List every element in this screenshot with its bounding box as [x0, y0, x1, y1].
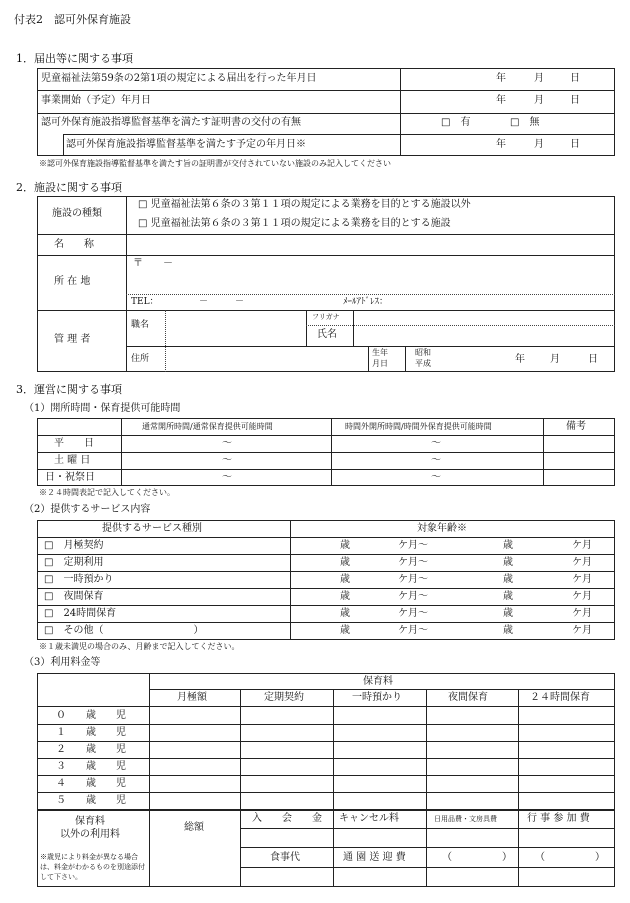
form-text: ケ月～ [398, 591, 428, 602]
hours-col-regular: 通常開所時間/通常保育提供可能時間 [142, 422, 273, 431]
form-text: ケ月 [572, 608, 592, 619]
form-text: ～ [222, 455, 232, 466]
s1-row2-label: 事業開始（予定）年月日 [41, 95, 151, 106]
form-text: 月 [534, 73, 544, 84]
facility-name-label: 名 称 [54, 239, 94, 250]
form-text: 歳 [503, 574, 513, 585]
section2-heading: 2．施設に関する事項 [16, 181, 122, 194]
form-text: ケ月 [572, 540, 592, 551]
hours-note: ※２４時間表記で記入してください。 [39, 488, 175, 497]
service-type-header: 提供するサービス種別 [102, 523, 202, 534]
services-note: ※１歳未満児の場合のみ、月齢まで記入してください。 [39, 642, 240, 651]
form-text: 歳 [340, 608, 350, 619]
form-text: 日・祝祭日 [45, 472, 95, 483]
form-text: ケ月～ [398, 574, 428, 585]
form-text: ４ 歳 児 [56, 778, 126, 789]
form-text: 土 曜 日 [54, 455, 91, 466]
form-text: 歳 [340, 574, 350, 585]
form-text: ～ [431, 455, 441, 466]
form-text: 歳 [503, 540, 513, 551]
form-text: 歳 [340, 557, 350, 568]
form-text: 年 [515, 354, 525, 365]
form-text: ２４時間保育 [530, 692, 590, 703]
email-field[interactable]: ﾒｰﾙｱﾄﾞﾚｽ： [343, 297, 389, 307]
form-text: 昭和 [415, 348, 431, 357]
form-text: ケ月～ [398, 608, 428, 619]
form-text: ケ月 [572, 557, 592, 568]
form-text: ２ 歳 児 [56, 744, 126, 755]
manager-label: 管 理 者 [54, 334, 91, 345]
form-text: ３ 歳 児 [56, 761, 126, 772]
s1-row3-label: 認可外保育施設指導監督基準を満たす証明書の交付の有無 [41, 117, 301, 128]
form-text: 生年 [372, 348, 388, 357]
form-text: 通 園 送 迎 費 [343, 852, 406, 863]
other-fees-label-1: 保育料 [75, 816, 105, 827]
total-label: 総額 [184, 822, 204, 833]
form-text: 年 [496, 139, 506, 150]
form-text: 歳 [340, 540, 350, 551]
form-text: （ ） [442, 852, 512, 863]
form-text: 年 [496, 95, 506, 106]
section1-heading: 1．届出等に関する事項 [16, 52, 133, 65]
form-text: 定期契約 [264, 692, 304, 703]
service-monthly-checkbox[interactable]: □ 月極契約 [44, 540, 104, 551]
other-fees-label-2: 以外の利用料 [60, 829, 120, 840]
form-text: 歳 [503, 591, 513, 602]
other-fees-note: ※歳児により料金が異なる場合は、料金がわかるものを別途添付して下さい。 [40, 853, 145, 881]
form-text: 日用品費・文房具費 [434, 815, 497, 823]
form-text: ～ [222, 472, 232, 483]
form-text: 平成 [415, 359, 431, 368]
section3-heading: 3．運営に関する事項 [16, 383, 122, 396]
form-text: 歳 [503, 557, 513, 568]
form-text: 日 [570, 95, 580, 106]
address-label: 所 在 地 [54, 276, 91, 287]
form-text: 月極額 [177, 692, 207, 703]
s1-note: ※認可外保育施設指導監督基準を満たす旨の証明書が交付されていない施設のみ記入してください [39, 159, 391, 168]
fees-header: 保育料 [363, 676, 393, 687]
hours-col-extra: 時間外開所時間/時間外保育提供可能時間 [345, 422, 492, 431]
form-text: 月日 [372, 359, 388, 368]
form-text: 行 事 参 加 費 [527, 813, 590, 824]
form-text: ケ月～ [398, 625, 428, 636]
has-certificate-checkbox[interactable]: □ 有 [441, 117, 471, 128]
form-text: ～ [431, 438, 441, 449]
form-text: 夜間保育 [448, 692, 488, 703]
form-text: ～ [222, 438, 232, 449]
form-text: ケ月 [572, 625, 592, 636]
form-text: 歳 [503, 608, 513, 619]
service-temporary-checkbox[interactable]: □ 一時預かり [44, 574, 114, 585]
manager-name-label: 氏名 [317, 329, 337, 340]
form-text: 日 [570, 73, 580, 84]
tel-field[interactable]: TEL： － － [131, 297, 245, 307]
form-text: ５ 歳 児 [56, 795, 126, 806]
form-text: 入 会 金 [252, 813, 322, 824]
form-text: 歳 [340, 625, 350, 636]
fees-heading: （3）利用料金等 [24, 657, 101, 668]
form-text: ケ月 [572, 574, 592, 585]
form-text: １ 歳 児 [56, 727, 126, 738]
form-text: ケ月～ [398, 540, 428, 551]
form-text: 年 [496, 73, 506, 84]
form-text: キャンセル料 [339, 813, 399, 824]
service-24h-checkbox[interactable]: □ 24時間保育 [44, 608, 117, 619]
job-title-label: 職名 [131, 320, 150, 330]
target-age-header: 対象年齢※ [417, 523, 467, 534]
form-text: 日 [570, 139, 580, 150]
facility-type-option-main[interactable]: □ 児童福祉法第６条の３第１１項の規定による業務を目的とする施設 [138, 218, 451, 229]
form-text: 歳 [503, 625, 513, 636]
form-text: ０ 歳 児 [56, 710, 126, 721]
service-regular-checkbox[interactable]: □ 定期利用 [44, 557, 104, 568]
form-text: 平 日 [54, 438, 94, 449]
form-text: ～ [431, 472, 441, 483]
hours-heading: （1）開所時間・保育提供可能時間 [24, 403, 181, 414]
form-text: 食事代 [270, 852, 300, 863]
form-text: ケ月～ [398, 557, 428, 568]
form-text: 一時預かり [352, 692, 402, 703]
no-certificate-checkbox[interactable]: □ 無 [510, 117, 540, 128]
form-text: 日 [588, 354, 598, 365]
furigana-label: フリガナ [312, 313, 340, 321]
s1-row4-label: 認可外保育施設指導監督基準を満たす予定の年月日※ [66, 139, 306, 150]
services-heading: （2）提供するサービス内容 [24, 504, 151, 515]
facility-type-label: 施設の種類 [52, 208, 102, 219]
manager-address-label: 住所 [131, 354, 150, 364]
service-night-checkbox[interactable]: □ 夜間保育 [44, 591, 104, 602]
service-other-checkbox[interactable]: □ その他（ ） [44, 625, 204, 636]
postal-code-field[interactable]: 〒 － [133, 258, 173, 269]
form-text: 月 [534, 95, 544, 106]
form-text: （ ） [535, 852, 605, 863]
hours-col-remarks: 備考 [566, 421, 586, 432]
form-text: 月 [534, 139, 544, 150]
facility-type-option-other[interactable]: □ 児童福祉法第６条の３第１１項の規定による業務を目的とする施設以外 [138, 199, 471, 210]
form-text: ケ月 [572, 591, 592, 602]
form-text: 歳 [340, 591, 350, 602]
s1-row1-label: 児童福祉法第59条の2第1項の規定による届出を行った年月日 [41, 73, 317, 84]
page-title: 付表2 認可外保育施設 [14, 13, 131, 26]
form-text: 月 [550, 354, 560, 365]
